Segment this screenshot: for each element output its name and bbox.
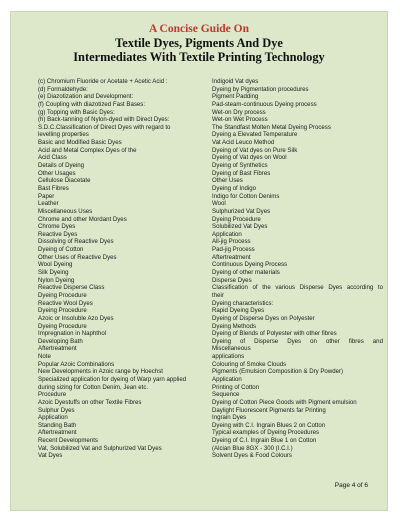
contents-entry: Dyeing of Cotton Piece Goods with Pigment emulsion [212, 398, 357, 406]
contents-entry: Azoic Dyestuffs on other Textile Fibres [38, 398, 142, 406]
contents-entry: Aftertreatment [38, 345, 77, 353]
contents-entry: Ingrain Dyes [212, 414, 247, 422]
contents-entry: Other Uses of Reactive Dyes [38, 253, 117, 261]
contents-entry: applications [212, 353, 245, 361]
contents-entry: Other Usages [38, 169, 76, 177]
contents-entry: Reactive Dyes [38, 230, 78, 238]
contents-entry: Other Uses [212, 177, 243, 185]
contents-entry: Dyeing by Pigmentation procedures [212, 85, 309, 93]
document-kicker: A Concise Guide On [148, 23, 249, 35]
document-header [11, 12, 387, 64]
contents-entry: All-jig Process [212, 238, 251, 246]
contents-entry: Dyeing of Synthetics [212, 162, 268, 170]
contents-entry: Chrome Dyes [38, 223, 76, 231]
document-title-line-1: Textile Dyes, Pigments And Dye [115, 36, 283, 50]
contents-entry: Sulphurized Vat Dyes [212, 207, 271, 215]
document-page [10, 11, 388, 511]
contents-entry: Dyeing of Cotton [38, 246, 84, 254]
contents-entry: Acid and Metal Complex Dyes of the [38, 146, 137, 154]
contents-entry: Cellulose Diacetate [38, 177, 91, 185]
contents-entry: New Developments in Azoic range by Hoechst [38, 368, 163, 376]
contents-entry: Pad-steam-continuous Dyeing process [212, 100, 317, 108]
contents-entry: Pigment Padding [212, 93, 259, 101]
contents-entry: Dissolving of Reactive Dyes [38, 238, 114, 246]
contents-entry: Procedure [38, 391, 67, 399]
contents-entry: during sizing for Cotton Denim, Jean etc. [38, 383, 149, 391]
contents-entry: (d) Formaldehyde: [38, 85, 88, 93]
contents-entry: Dyeing of Vat dyes on Pure Silk [212, 146, 298, 154]
contents-entry: Impregnation in Naphthol [38, 330, 107, 338]
contents-entry: Dyeing of Bast Fibres [212, 169, 271, 177]
contents-entry: Dyeing of C.I. Ingrain Blue 1 on Cotton [212, 437, 317, 445]
contents-entry: Dyeing a Elevated Temperature [212, 131, 298, 139]
contents-entry: Dyeing Methods [212, 322, 257, 330]
contents-entry: Sulphur Dyes [38, 406, 75, 414]
contents-entry: Typical examples of Dyeing Procedures [212, 429, 320, 437]
contents-entry: Dyeing of Disperse Dyes on Polyester [212, 314, 315, 322]
contents-entry: Basic and Modified Basic Dyes [38, 139, 122, 147]
contents-entry: Details of Dyeing [38, 162, 85, 170]
contents-entry: Wool [212, 200, 226, 208]
contents-entry: Application [212, 230, 242, 238]
contents-entry: Reactive Disperse Class [38, 284, 105, 292]
contents-entry: Specialized application for dyeing of Warp yarn applied [38, 375, 187, 383]
contents-entry: Colouring of Smoke Clouds [212, 360, 287, 368]
contents-entry: Dyeing Procedure [38, 307, 87, 315]
contents-entry: Dyeing of other materials [212, 269, 280, 277]
contents-entry: Solvent Dyes & Food Colours [212, 452, 292, 460]
contents-entry: Recent Developments [38, 437, 98, 445]
contents-entry: Printing of Cotton [212, 383, 260, 391]
contents-entry: Chrome and other Mordant Dyes [38, 215, 127, 223]
contents-entry: (c) Chromium Fluoride or Acetate + Acetic Acid : [38, 78, 168, 85]
contents-entry: Dyeing of Disperse Dyes on other fibres and [212, 337, 383, 345]
contents-entry: Rapid Dyeing Dyes [212, 307, 265, 315]
contents-entry: Standing Bath [38, 421, 77, 429]
contents-entry: Vat Dyes [38, 452, 63, 460]
contents-right-column [212, 78, 383, 460]
contents-entry: (e) Diazotization and Development: [38, 93, 134, 101]
contents-entry: Dyeing of Blends of Polyester with other fibres [212, 330, 337, 338]
contents-entry: (f) Coupling with diazotized Fast Bases: [38, 100, 146, 108]
contents-entry: Azoic or Insoluble Azo Dyes [38, 314, 114, 322]
contents-entry: Solubilized Vat Dyes [212, 223, 268, 231]
contents-entry: Wet-on Dry process [212, 108, 266, 116]
contents-entry: (h) Back-tanning of Nylon-dyed with Direct Dyes: [38, 116, 170, 124]
contents-entry: Developing Bath [38, 337, 83, 345]
contents-entry: (g) Topping with Basic Dyes: [38, 108, 115, 116]
contents-entry: Leather [38, 200, 59, 208]
contents-entry: Continuous Dyeing Process [212, 261, 288, 269]
contents-entry: Application [38, 414, 68, 422]
contents-entry: Disperse Dyes [212, 276, 252, 284]
contents-entry: Wool Dyeing [38, 261, 73, 269]
contents-entry: S.D.C.Classification of Direct Dyes with regard to [38, 123, 171, 131]
contents-entry: Bast Fibres [38, 184, 69, 192]
contents-entry: Dyeing Procedure [38, 291, 87, 299]
contents-entry: Aftertreatment [38, 429, 77, 437]
contents-entry: Acid Class [38, 154, 67, 162]
contents-entry: The Standfast Molten Metal Dyeing Process [212, 123, 331, 131]
contents-entry: Note [38, 353, 51, 361]
contents-entry: Dyeing Procedure [38, 322, 87, 330]
contents-entry: Pigments (Emulsion Composition & Dry Powder) [212, 368, 344, 376]
contents-entry: (Alcian Blue 8GX - 300 (I.C.I.) [212, 444, 293, 452]
contents-entry: Dyeing characteristics: [212, 299, 274, 307]
contents-entry: Classification of the various Disperse Dyes according to [212, 284, 383, 292]
contents-entry: Sequence [212, 391, 240, 399]
contents-entry: Reactive Wool Dyes [38, 299, 93, 307]
contents-entry: Application [212, 375, 242, 383]
contents-entry: Dyeing of Vat dyes on Wool [212, 154, 287, 162]
contents-entry: Vat Acid Leuco Method [212, 139, 275, 147]
contents-entry: Silk Dyeing [38, 269, 69, 277]
contents-left-column [38, 78, 208, 460]
document-title-line-2: Intermediates With Textile Printing Technology [73, 50, 325, 64]
contents-entry: Dyeing with C.I. Ingrain Blues 2 on Cotton [212, 421, 326, 429]
contents-entry: Daylight Fluorescent Pigments far Printing [212, 406, 326, 414]
contents-entry: Indigoid Vat dyes [212, 78, 259, 85]
contents-entry: Dyeing Procedure [212, 215, 261, 223]
contents-entry: Popular Azoic Combinations [38, 360, 115, 368]
contents-entry: levelling properties [38, 131, 89, 139]
contents-entry: Miscellaneous [212, 345, 251, 353]
contents-entry: their [212, 291, 224, 299]
contents-entry: Indigo for Cotton Denims [212, 192, 280, 200]
contents-entry: Pad-jig Process [212, 246, 255, 254]
contents-entry: Dyeing of Indigo [212, 184, 257, 192]
contents-entry: Nylon Dyeing [38, 276, 75, 284]
contents-entry: Vat, Solubilized Vat and Sulphurized Vat Dyes [38, 444, 162, 452]
contents-entry: Aftertreatment [212, 253, 251, 261]
contents-entry: Paper [38, 192, 55, 200]
contents-entry: Miscellaneous Uses [38, 207, 93, 215]
page-number: Page 4 of 6 [334, 482, 368, 489]
contents-entry: Wet-on Wet Process [212, 116, 268, 124]
